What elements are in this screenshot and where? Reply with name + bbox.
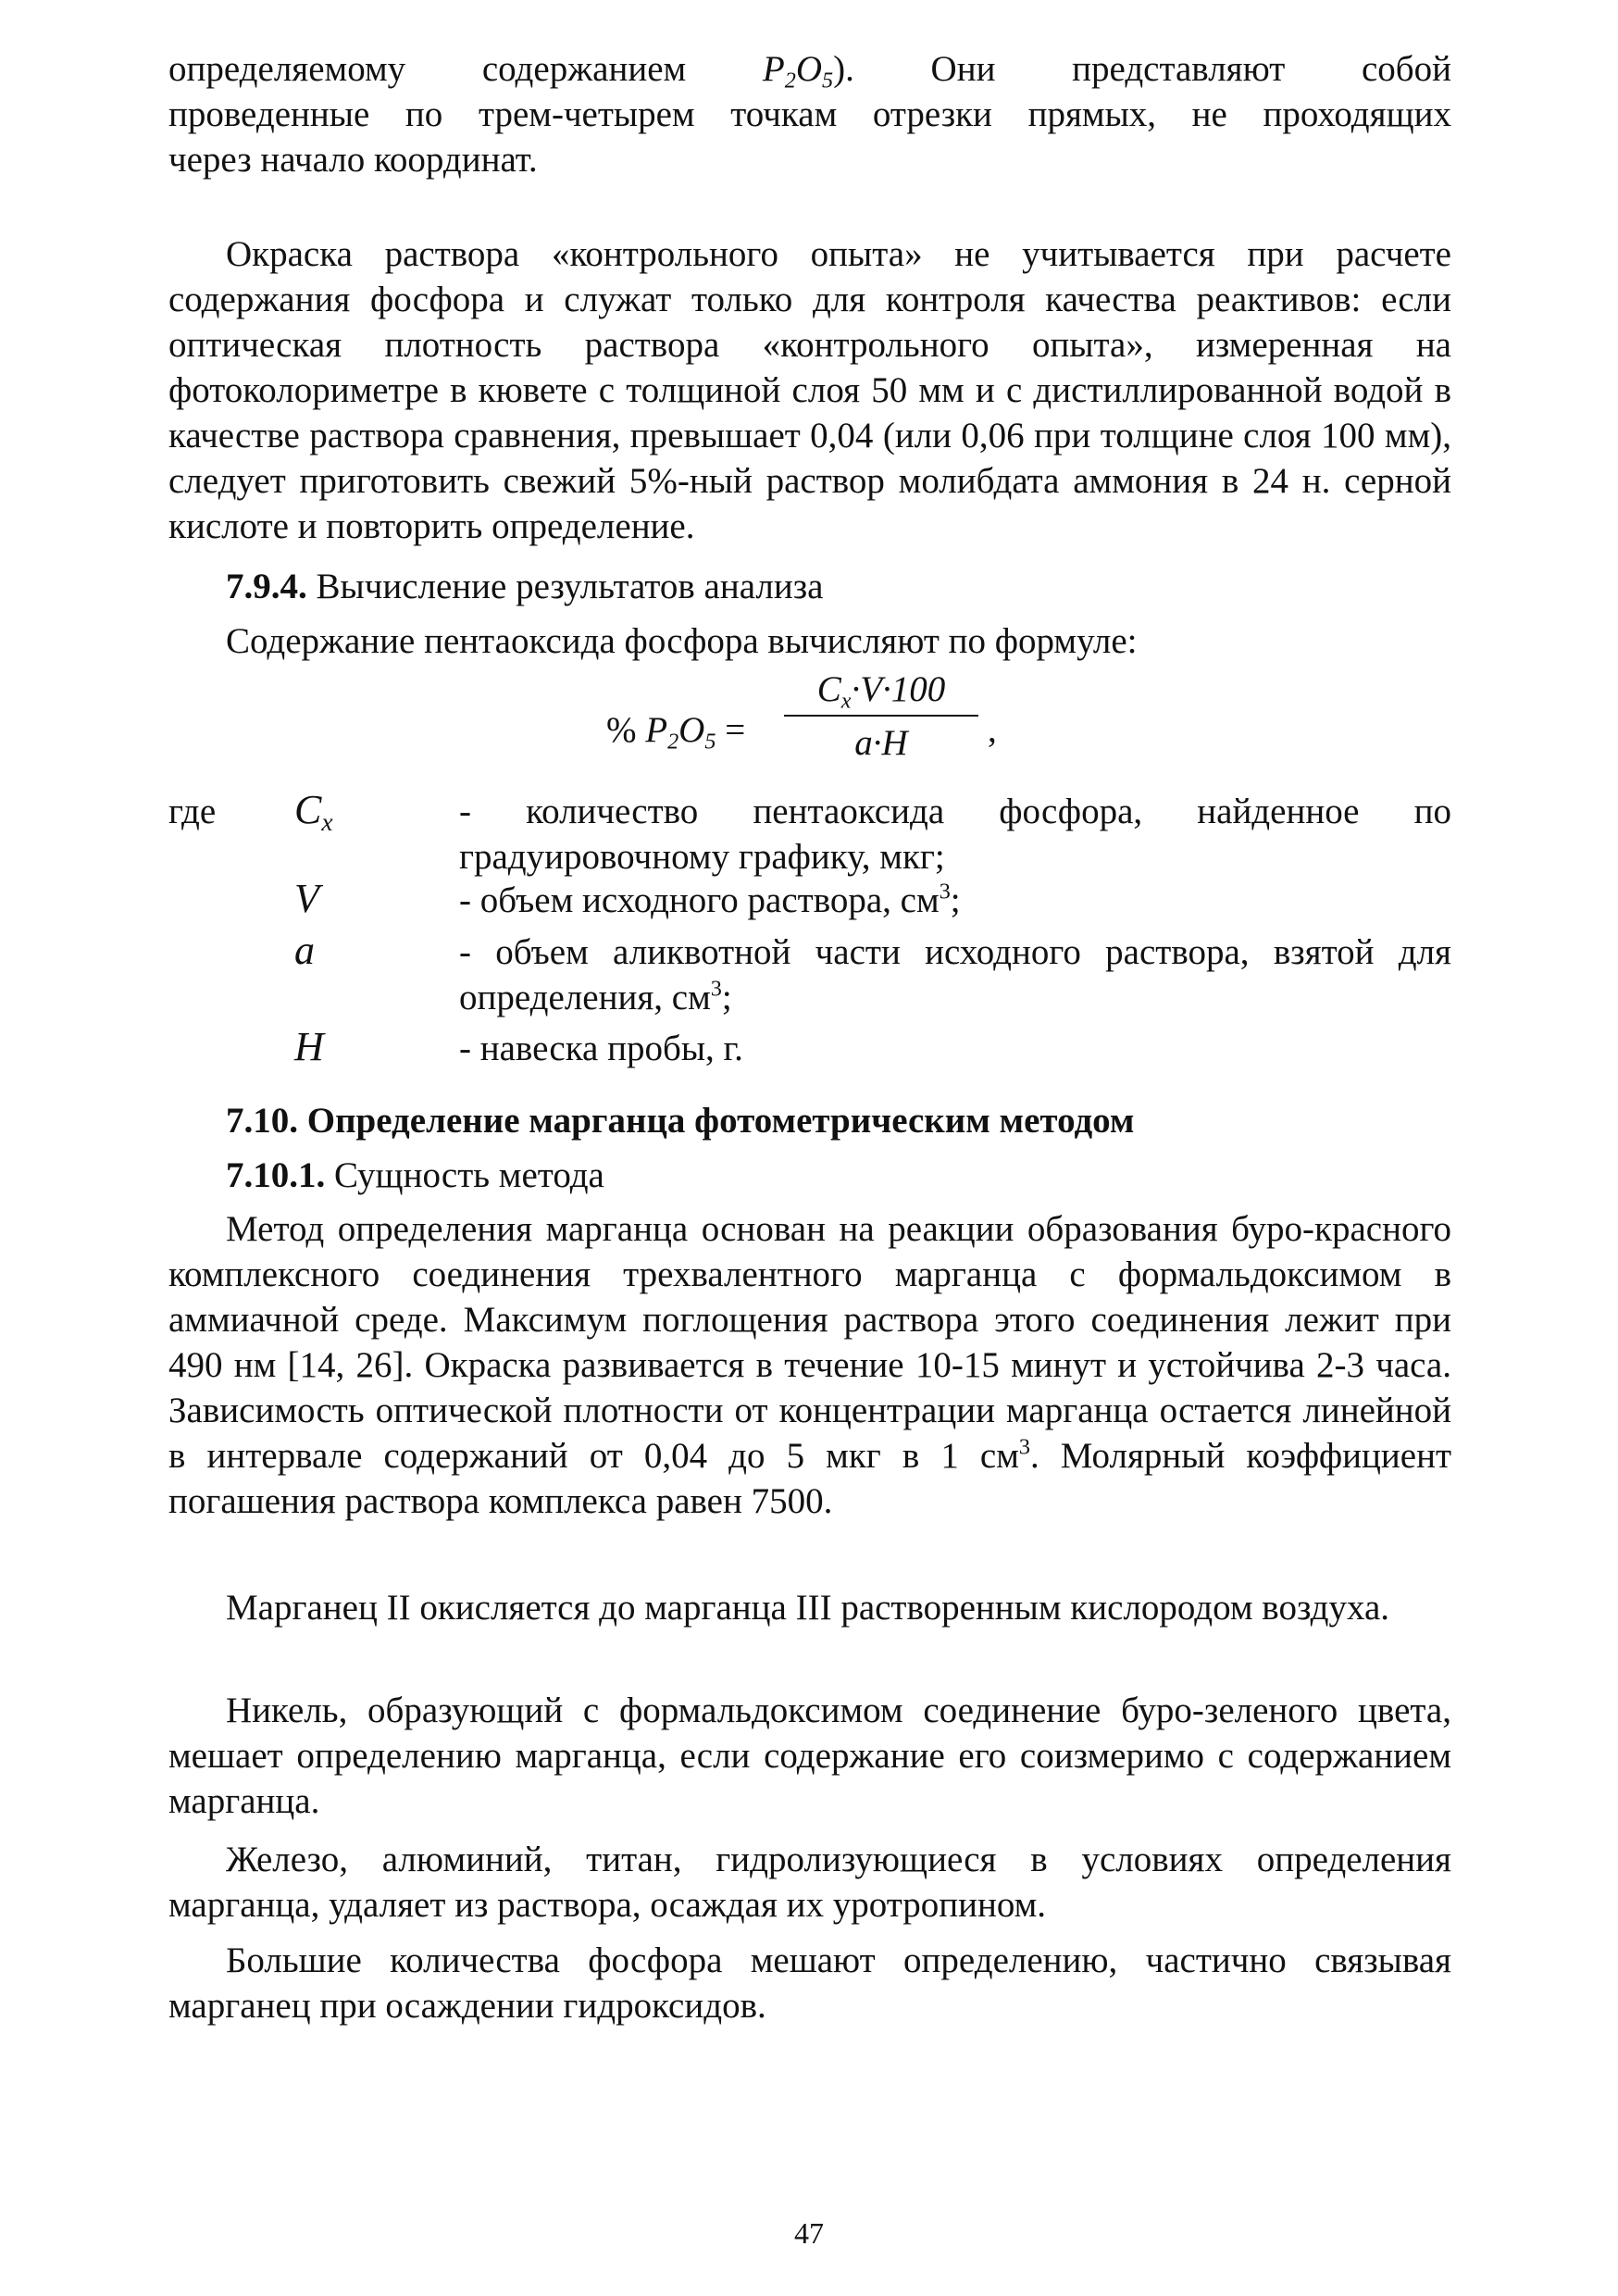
paragraph-phosphorus: Большие количества фосфора мешают определению, частично связывая марганец при осаждении гидроксидов. — [168, 1940, 1451, 2026]
page-number: 47 — [794, 2216, 824, 2250]
intro-paragraph — [168, 46, 1451, 182]
intro-line-3: через начало координат. — [168, 140, 538, 180]
formula-numerator: $C_x\cdot V\cdot 100$ — [816, 669, 946, 714]
variable-symbol-h: H — [294, 1024, 324, 1069]
formula-fraction — [784, 667, 978, 766]
paragraph-oxidation: Марганец II окисляется до марганца III растворенным кислородом воздуха. — [226, 1588, 1390, 1628]
paragraph-iron: Железо, алюминий, титан, гидролизующиеся в условиях определения марганца, удаляет из раствора, осаждая их уротропином. — [168, 1840, 1451, 1925]
paragraph-method: Метод определения марганца основан на реакции образования буро-красного комплексного соединения трехвалентного марганца с формальдоксимом в аммиачной среде. Максимум поглощения раствора этого соединения лежит при 490 нм [14, 26]. Окраска развивается в течение 10-15 минут и устойчива 2-3 часа. Зависимость оптической плотности от концентрации марганца остается линейной в интервале содержаний от 0,04 до 5 мкг в 1 $см^3$. Молярный коэффициент погашения раствора комплекса равен 7500. — [168, 1209, 1451, 1521]
formula-fraction-bar — [784, 715, 978, 717]
intro-formula: $P_2O_5$ — [762, 49, 834, 94]
variable-symbol-v: V — [294, 876, 319, 921]
variable-description-h: - навеска пробы, г. — [459, 1029, 743, 1068]
intro-line-1: определяемому содержанием $P_2O_5$). Они представляют собой — [168, 49, 1452, 94]
paragraph-nickel: Никель, образующий с формальдоксимом соединение буро-зеленого цвета, мешает определению марганца, если содержание его соизмеримо с содержанием марганца. — [168, 1691, 1451, 1821]
formula-intro: Содержание пентаоксида фосфора вычисляют по формуле: — [226, 621, 1138, 661]
formula-p2o5: % $P_2O_5$ = $C_x\cdot V\cdot 100$ a·H , — [606, 667, 1088, 796]
paragraph-blank-experiment: Окраска раствора «контрольного опыта» не учитывается при расчете содержания фосфора и служат только для контроля качества реактивов: если оптическая плотность раствора «контрольного опыта», измеренная на фотоколориметре в кювете с толщиной слоя 50 мм и с дистиллированной водой в качестве раствора сравнения, превышает 0,04 (или 0,06 при толщине слоя 100 мм), следует приготовить свежий 5%-ный раствор молибдата аммония в 24 н. серной кислоте и повторить определение. — [168, 234, 1451, 546]
variable-description-a: - объем аликвотной части исходного раствора, взятой для определения, $см^3$; — [459, 932, 1451, 1017]
section-heading-7-10-1: 7.10.1. Сущность метода — [226, 1155, 604, 1195]
variable-description-v: - объем исходного раствора, $см^3$; — [459, 879, 961, 920]
section-heading-7-10: 7.10. Определение марганца фотометрическим методом — [226, 1101, 1135, 1141]
variable-description-cx: - количество пентаоксида фосфора, найденное по градуировочному графику, мкг; — [459, 792, 1451, 877]
variable-symbol-cx: $C_x$ — [294, 787, 333, 837]
section-heading-7-9-4: 7.9.4. Вычисление результатов анализа — [226, 567, 824, 606]
formula-denominator: a·H — [854, 723, 908, 763]
formula-lhs: % $P_2O_5$ = — [606, 710, 746, 755]
intro-line-2: проведенные по трем-четырем точкам отрезки прямых, не проходящих — [168, 94, 1451, 134]
variable-symbol-a: a — [294, 928, 315, 973]
where-label: где — [168, 792, 217, 831]
